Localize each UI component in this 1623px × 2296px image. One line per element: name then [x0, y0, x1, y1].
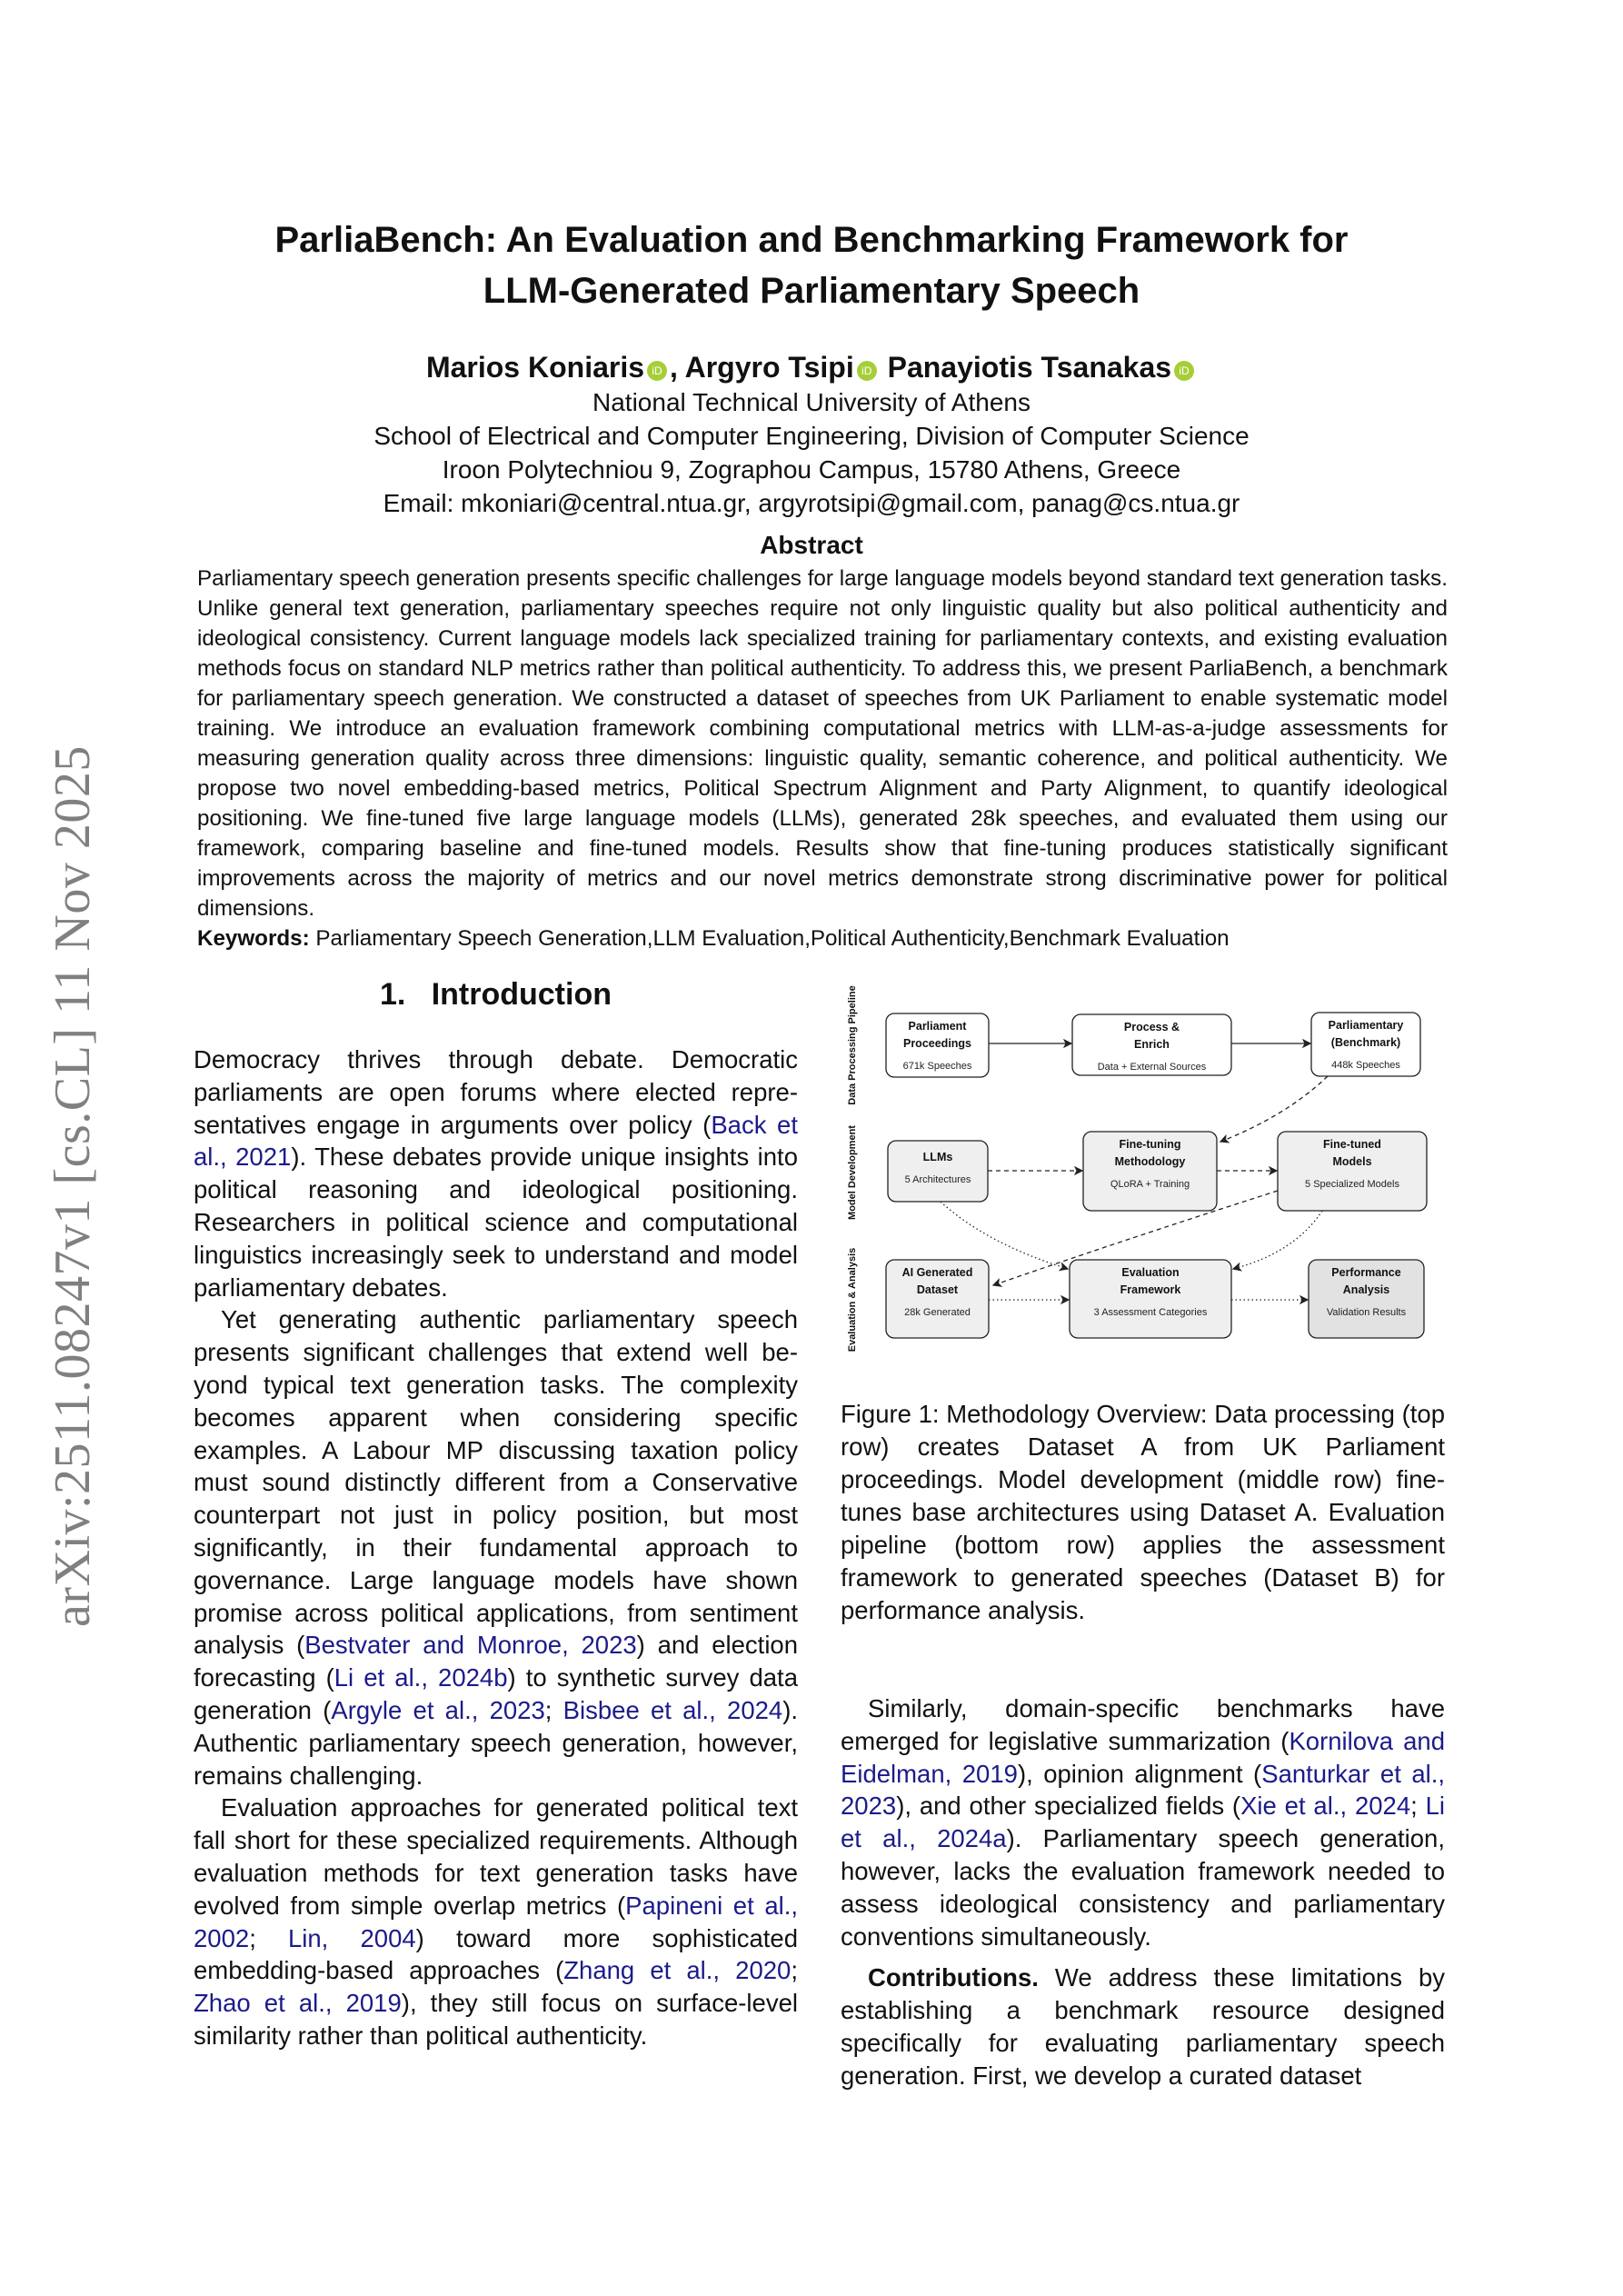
figure-node-benchmark [1311, 1013, 1420, 1076]
node-subtitle: 28k Generated [904, 1307, 971, 1318]
node-title: Analysis [1342, 1283, 1390, 1296]
row-label: Model Development [847, 1125, 858, 1220]
node-subtitle: 5 Architectures [904, 1174, 971, 1185]
paragraph-text: ). These debates provide unique insights into political reasoning and ideological positioning. Researchers in political science and computational linguistics increasingly seek to understand and model parliamentary debates. [194, 1143, 798, 1302]
paragraph-text: ) and election forecasting ( [194, 1631, 799, 1692]
author-separator [880, 351, 888, 384]
right-column [841, 1692, 1445, 2092]
contributions-label: Contributions. [868, 1963, 1039, 1992]
contributions-text: We address these limitations by establishing a benchmark resource designed specifically for evaluating parliamentary speech generation. First, we develop a curated dataset [841, 1963, 1445, 2090]
figure-node-process-enrich [1072, 1014, 1231, 1075]
paragraph-text: ; [791, 1956, 798, 1985]
row-label: Evaluation & Analysis [847, 1247, 858, 1353]
abstract-text: Parliamentary speech generation presents specific challenges for large language models beyond standard text generation tasks. Unlike general text generation, parliamentary speeches require not only linguistic quality but also political authenticity and ideological consistency. Current language models lack specialized training for parliamentary contexts, and existing evaluation methods focus on standard NLP metrics rather than political authenticity. To address this, we present ParliaBench, a benchmark for parliamentary speech generation. We constructed a dataset of speeches from UK Parliament to enable systematic model training. We introduce an evaluation framework combining computational metrics with LLM-as-a-judge assessments for measuring generation quality across three dimensions: linguistic quality, semantic coherence, and political authenticity. We propose two novel embedding-based metrics, Political Spectrum Alignment and Party Alignment, to quantify ideological positioning. We fine-tuned five large language models (LLMs), generated 28k speeches, and evaluated them using our framework, comparing baseline and fine-tuned models. Results show that fine-tuning produces statistically significant improvements across the majority of metrics and our novel metrics demonstrate strong discriminative power for political dimensions. [197, 566, 1448, 921]
citation-link[interactable]: Kornilova and Eidelman, 2019 [841, 1726, 1445, 1788]
citation-link[interactable]: Zhang et al., 2020 [563, 1956, 792, 1985]
figure-node-eval-framework [1070, 1260, 1231, 1338]
school: School of Electrical and Computer Engineering, Division of Computer Science [373, 422, 1250, 450]
citation-link[interactable]: Bestvater and Monroe, 2023 [304, 1631, 637, 1660]
node-title: Dataset [916, 1283, 959, 1296]
node-title: Framework [1120, 1283, 1181, 1296]
section-heading-introduction [194, 977, 798, 1013]
orcid-icon[interactable]: iD [857, 361, 877, 381]
node-subtitle: Data + External Sources [1097, 1062, 1207, 1073]
emails: Email: mkoniari@central.ntua.gr, argyrotsipi@gmail.com, panag@cs.ntua.gr [383, 489, 1240, 517]
paragraph-text: Evaluation approaches for generated political text fall short for these specialized requirements. Although evaluation methods for text generation tasks have evolved from simple overlap metrics ( [194, 1793, 798, 1920]
node-subtitle: 5 Specialized Models [1305, 1179, 1399, 1190]
university: National Technical University of Athens [592, 388, 1031, 416]
paragraph-text: ; [1410, 1792, 1426, 1821]
section-number: 1. [380, 977, 406, 1012]
paragraph-text: ), and other specialized fields ( [896, 1792, 1241, 1821]
node-subtitle: Validation Results [1326, 1307, 1407, 1318]
node-title: (Benchmark) [1330, 1036, 1401, 1049]
figure-node-finetuning [1083, 1132, 1217, 1211]
node-title: Parliament [908, 1020, 967, 1033]
citation-link[interactable]: Lin, 2004 [287, 1923, 416, 1952]
node-title: Models [1332, 1155, 1372, 1168]
keywords: Parliamentary Speech Generation,LLM Evaluation,Political Authenticity,Benchmark Evaluation [315, 926, 1230, 951]
paragraph [194, 1043, 798, 1303]
section-title: Introduction [431, 977, 612, 1012]
paragraph-text: ), opinion alignment ( [1017, 1759, 1262, 1788]
node-title: Performance [1331, 1266, 1401, 1279]
abstract-body [197, 564, 1448, 953]
citation-link[interactable]: Zhao et al., 2019 [194, 1989, 402, 2018]
node-title: Methodology [1114, 1155, 1186, 1168]
paragraph [194, 1792, 798, 2051]
abstract-heading: Abstract [760, 531, 863, 559]
node-subtitle: QLoRA + Training [1110, 1179, 1190, 1190]
author-name: Marios Koniaris [425, 351, 645, 384]
node-subtitle: 3 Assessment Categories [1093, 1307, 1208, 1318]
paragraph [194, 1303, 798, 1792]
citation-link[interactable]: Xie et al., 2024 [1240, 1792, 1411, 1821]
paragraph-text: Democracy thrives through debate. Democratic parliaments are open forums where elected representatives engage in arguments over policy ( [194, 1045, 798, 1139]
paragraph-text: ) to synthetic survey data generation ( [194, 1663, 798, 1724]
paragraph-contributions [841, 1962, 1445, 2091]
author-separator: , [670, 351, 685, 384]
node-title: Evaluation [1121, 1266, 1180, 1279]
paragraph-text: Yet generating authentic parliamentary speech presents significant challenges that extend well beyond typical text generation tasks. The complexity becomes apparent when considering specific examples. A Labour MP discussing taxation policy must sound distinctly different from a Conservative counterpart not just in policy position, but most significantly, in their fundamental approach to governance. Large language models have shown promise across political applications, from sentiment analysis ( [194, 1305, 798, 1660]
citation-link[interactable]: Papineni et al., 2002 [194, 1891, 799, 1952]
figure-node-parliament-proceedings [886, 1013, 989, 1077]
title-line-2: LLM-Generated Parliamentary Speech [483, 271, 1140, 311]
citation-link[interactable]: Li et al., 2024a [841, 1792, 1445, 1853]
paragraph-text: ; [544, 1695, 563, 1724]
node-subtitle: 448k Speeches [1331, 1060, 1400, 1071]
figure-node-llms [888, 1141, 988, 1202]
title-line-1: ParliaBench: An Evaluation and Benchmarking Framework for [274, 220, 1349, 260]
node-title: LLMs [922, 1151, 953, 1163]
node-title: Proceedings [902, 1037, 972, 1050]
paper-title [0, 215, 1623, 316]
methodology-figure [841, 980, 1459, 1371]
flow-arrow [1233, 1211, 1322, 1269]
figure-caption: Figure 1: Methodology Overview: Data processing (top row) creates Dataset A from UK Parliament proceedings. Model development (middle row) finetunes base architectures using Dataset A. Evaluation pipeline (bottom row) applies the assessment framework to generated speeches (Dataset B) for performance analysis. [841, 1400, 1445, 1624]
citation-link[interactable]: Bisbee et al., 2024 [563, 1695, 783, 1724]
paragraph-text: Similarly, domain-specific benchmarks have emerged for legislative summarization ( [841, 1694, 1445, 1755]
paragraph-text: ) toward more sophisticated embedding-based approaches ( [194, 1923, 798, 1985]
node-title: Enrich [1134, 1038, 1170, 1051]
author-name: Panayiotis Tsanakas [887, 351, 1172, 384]
citation-link[interactable]: Santurkar et al., 2023 [841, 1759, 1446, 1821]
node-title: Parliamentary [1328, 1019, 1404, 1032]
paragraph-text: ). Authentic parliamentary speech generation, however, remains challenging. [194, 1695, 799, 1790]
figure-node-ai-generated [886, 1260, 989, 1338]
citation-link[interactable]: Back et al., 2021 [194, 1110, 798, 1172]
address: Iroon Polytechniou 9, Zographou Campus, 15780 Athens, Greece [442, 455, 1181, 484]
orcid-icon[interactable]: iD [647, 361, 667, 381]
keywords-label: Keywords: [197, 926, 310, 951]
paragraph-text: ; [249, 1923, 288, 1952]
affiliation-block [0, 385, 1623, 520]
figure-node-finetuned [1278, 1132, 1427, 1211]
orcid-icon[interactable]: iD [1174, 361, 1194, 381]
row-label: Data Processing Pipeline [847, 985, 858, 1105]
left-column [194, 1043, 798, 2052]
node-title: Fine-tuning [1119, 1138, 1181, 1151]
figure-node-performance [1309, 1260, 1424, 1338]
paragraph-text: ). Parliamentary speech generation, however, lacks the evaluation framework needed to assess ideological consistency and parliamentary conventions simultaneously. [841, 1824, 1445, 1951]
paragraph-text: ), they still focus on surface-level similarity rather than political authenticity. [194, 1989, 798, 2050]
node-subtitle: 671k Speeches [902, 1061, 972, 1072]
author-name: Argyro Tsipi [684, 351, 854, 384]
citation-link[interactable]: Argyle et al., 2023 [331, 1695, 545, 1724]
paragraph [841, 1692, 1445, 1952]
author-list [0, 349, 1623, 385]
node-title: AI Generated [901, 1266, 973, 1279]
arxiv-stamp: arXiv:2511.08247v1 [cs.CL] 11 Nov 2025 [45, 745, 101, 1627]
node-title: Process & [1123, 1021, 1180, 1033]
node-title: Fine-tuned [1323, 1138, 1381, 1151]
flow-arrow [941, 1202, 1068, 1269]
citation-link[interactable]: Li et al., 2024b [334, 1663, 508, 1692]
